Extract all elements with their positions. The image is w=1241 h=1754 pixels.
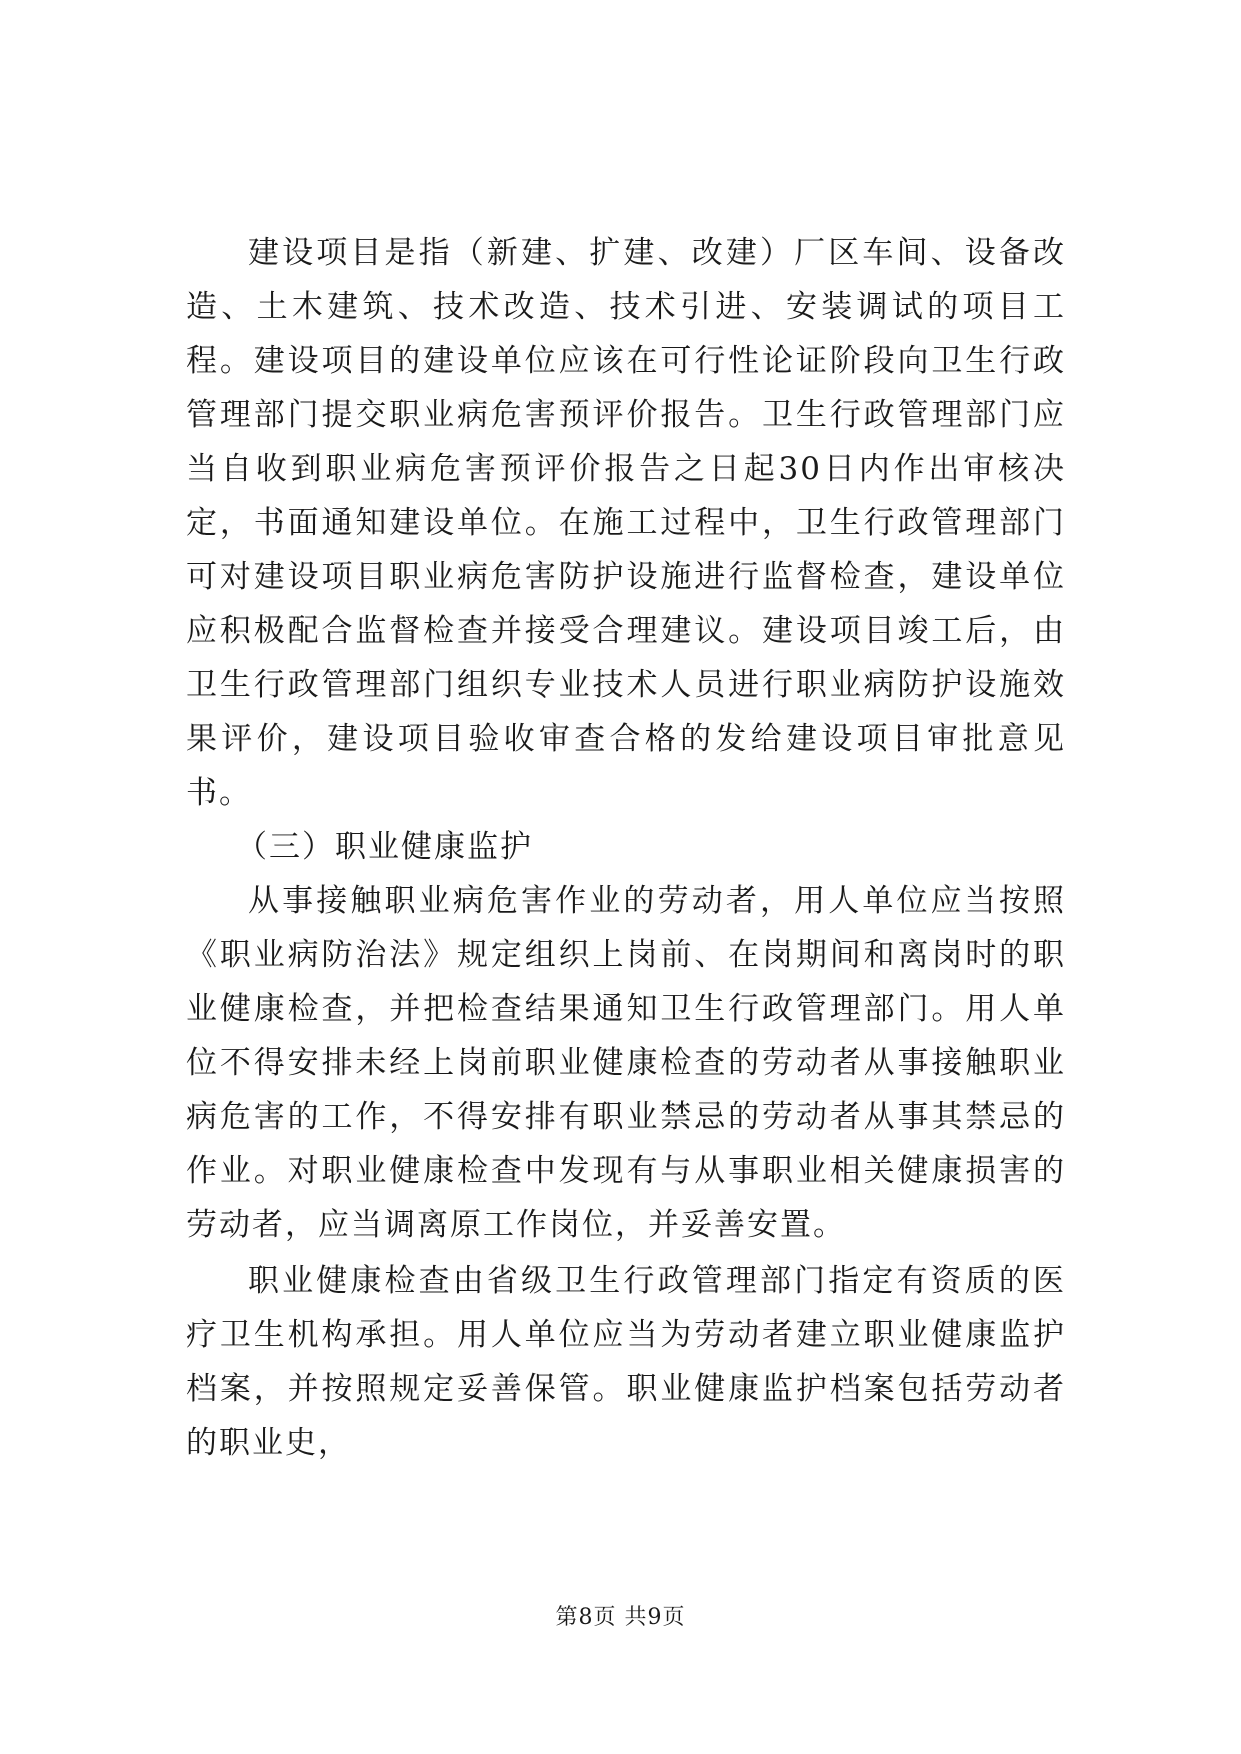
paragraph-health-examination: 从事接触职业病危害作业的劳动者，用人单位应当按照《职业病防治法》规定组织上岗前、在岗期间和离岗时的职业健康检查，并把检查结果通知卫生行政管理部门。用人单位不得安排未经上岗前职业健康检查的劳动者从事接触职业病危害的工作，不得安排有职业禁忌的劳动者从事其禁忌的作业。对职业健康检查中发现有与从事职业相关健康损害的劳动者，应当调离原工作岗位，并妥善安置。	[186, 883, 1066, 1243]
page-number-footer: 第8页 共9页	[555, 1605, 686, 1630]
document-body	[186, 226, 1066, 1470]
section-heading-health-monitoring: （三）职业健康监护	[236, 829, 533, 865]
paragraph-health-records: 职业健康检查由省级卫生行政管理部门指定有资质的医疗卫生机构承担。用人单位应当为劳动者建立职业健康监护档案，并按照规定妥善保管。职业健康监护档案包括劳动者的职业史，	[186, 1263, 1066, 1461]
paragraph-construction-projects: 建设项目是指（新建、扩建、改建）厂区车间、设备改造、土木建筑、技术改造、技术引进、安装调试的项目工程。建设项目的建设单位应该在可行性论证阶段向卫生行政管理部门提交职业病危害预评价报告。卫生行政管理部门应当自收到职业病危害预评价报告之日起30日内作出审核决定，书面通知建设单位。在施工过程中，卫生行政管理部门可对建设项目职业病危害防护设施进行监督检查，建设单位应积极配合监督检查并接受合理建议。建设项目竣工后，由卫生行政管理部门组织专业技术人员进行职业病防护设施效果评价，建设项目验收审查合格的发给建设项目审批意见书。	[186, 235, 1066, 811]
